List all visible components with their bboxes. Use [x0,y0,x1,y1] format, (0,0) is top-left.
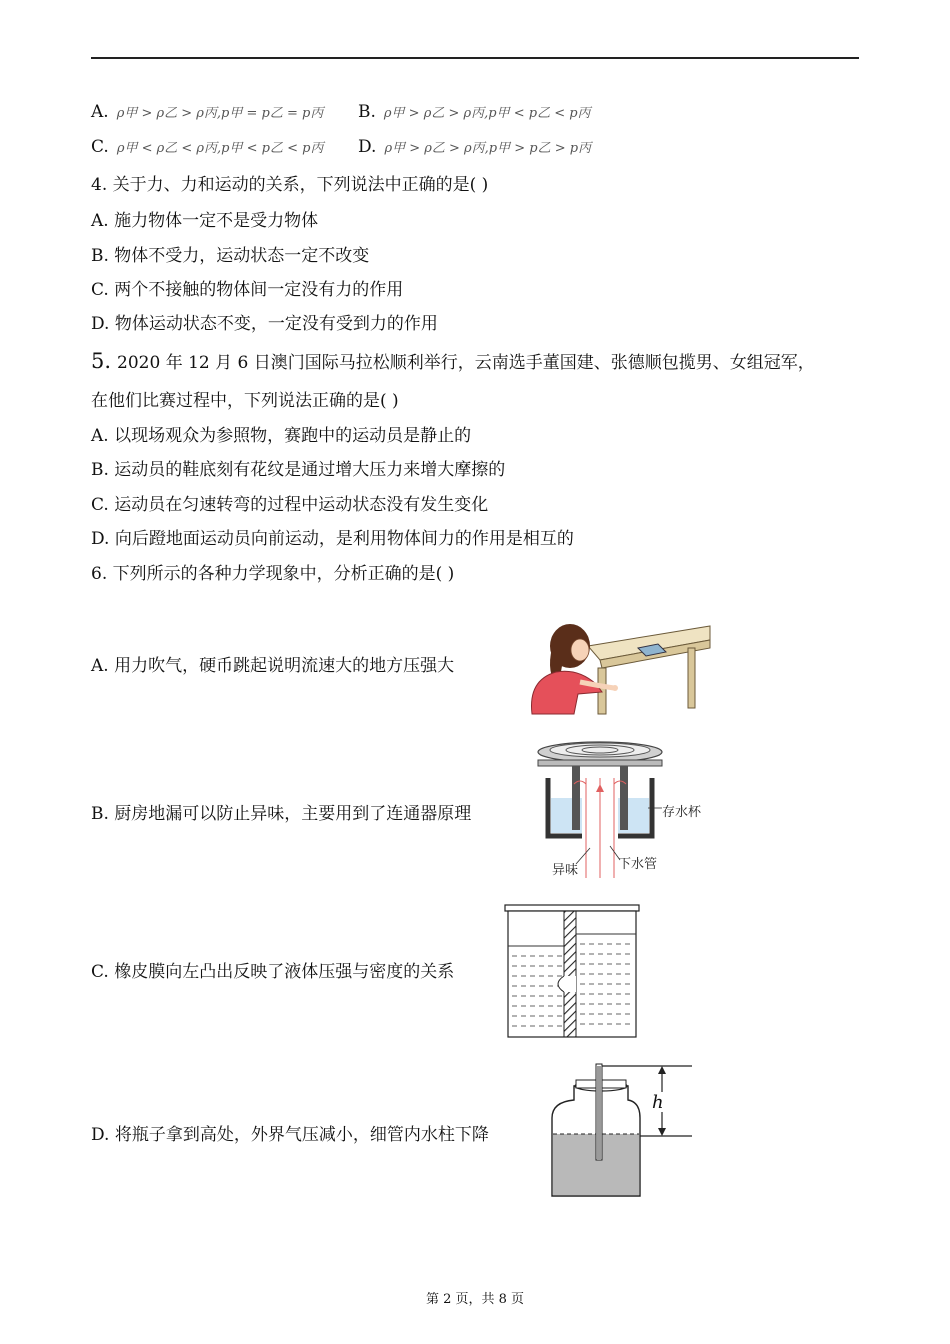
q4-option-a: A. 施力物体一定不是受力物体 [91,211,319,231]
q6-option-b: B. 厨房地漏可以防止异味，主要用到了连通器原理 [91,804,472,824]
q3-option-b: B. ρ甲 > ρ乙 > ρ丙,p甲 < p乙 < p丙 [358,102,591,122]
q3-option-c: C. ρ甲 < ρ乙 < ρ丙,p甲 < p乙 < p丙 [91,137,324,157]
figure-a-coin-blowing [518,618,713,716]
page-footer: 第 2 页，共 8 页 [425,1292,525,1307]
q6-option-c: C. 橡皮膜向左凸出反映了液体压强与密度的关系 [91,962,455,982]
q3-option-d: D. ρ甲 > ρ乙 > ρ丙,p甲 > p乙 > p丙 [358,137,592,157]
q5-stem-line2: 在他们比赛过程中，下列说法正确的是( ) [91,391,399,411]
q5-option-b: B. 运动员的鞋底刻有花纹是通过增大压力来增大摩擦的 [91,460,506,480]
header-rule [91,57,859,59]
fig-b-label-smell: 异味 [552,863,579,878]
figure-b-floor-drain [520,738,720,878]
q4-option-d: D. 物体运动状态不变，一定没有受到力的作用 [91,314,438,334]
q4-option-b: B. 物体不受力，运动状态一定不改变 [91,246,370,266]
q5-option-a: A. 以现场观众为参照物，赛跑中的运动员是静止的 [91,426,472,446]
q5-option-d: D. 向后蹬地面运动员向前运动，是利用物体间力的作用是相互的 [91,529,574,549]
figure-d-bottle-tube [546,1062,696,1204]
q5-stem-line1: 5. 2020 年 12 月 6 日澳门国际马拉松顺利举行，云南选手董国建、张德顺包揽男、女组冠军， [91,349,815,373]
q3-option-a: A. ρ甲 > ρ乙 > ρ丙,p甲 = p乙 = p丙 [91,102,324,122]
fig-b-label-pipe: 下水管 [618,857,658,872]
q4-option-c: C. 两个不接触的物体间一定没有力的作用 [91,280,404,300]
q5-option-c: C. 运动员在匀速转弯的过程中运动状态没有发生变化 [91,495,489,515]
fig-b-label-cup: 存水杯 [662,805,702,820]
q6-option-d: D. 将瓶子拿到高处，外界气压减小，细管内水柱下降 [91,1125,489,1145]
q6-stem: 6. 下列所示的各种力学现象中，分析正确的是( ) [91,564,455,584]
fig-d-label-h: h [652,1092,664,1113]
figure-c-partition-container [504,904,640,1040]
q6-option-a: A. 用力吹气，硬币跳起说明流速大的地方压强大 [91,656,455,676]
q4-stem: 4. 关于力、力和运动的关系，下列说法中正确的是( ) [91,175,489,195]
